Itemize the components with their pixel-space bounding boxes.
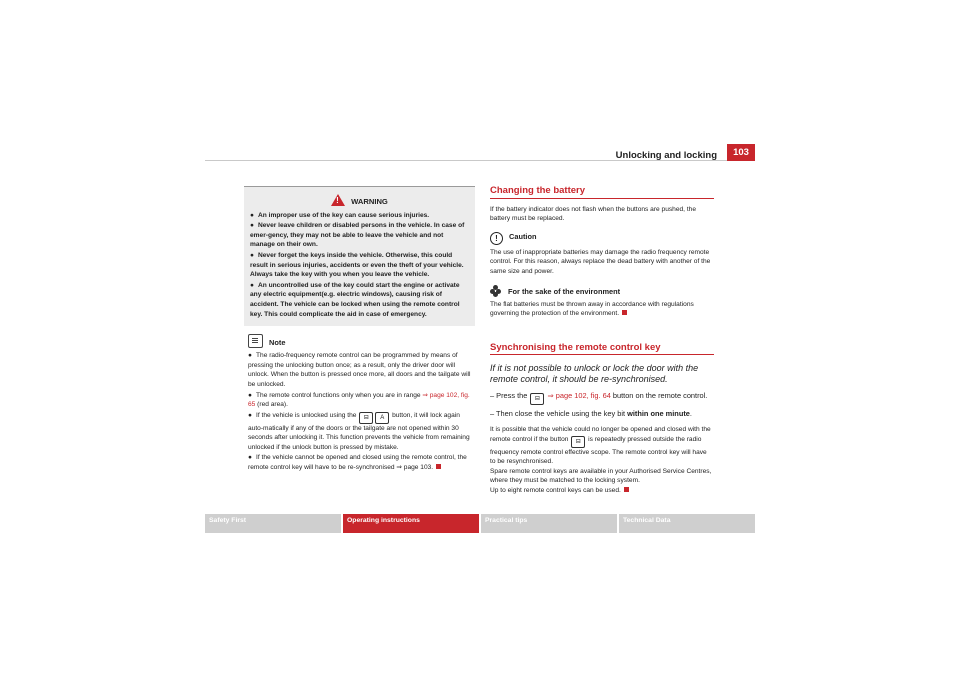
warning-box — [244, 186, 475, 326]
environment-heading — [490, 285, 714, 297]
footer-tab-technical-data[interactable]: Technical Data — [619, 514, 755, 533]
lock-button-icon — [359, 412, 373, 424]
left-column — [248, 186, 475, 474]
warning-item: ● Never leave children or disabled persons in the vehicle. In case of emer-gency, they may not be able to leave the vehicle and not manage on their own. — [250, 222, 465, 249]
warning-item-text: An improper use of the key can cause serious injuries. — [258, 211, 430, 219]
warning-item: ● An uncontrolled use of the key could start the engine or activate any electric equipment(e.g. electric windows), causing risk of accident. The vehicle can be locked when using the remote control key. This could complicate the aid in case of emergency. — [250, 281, 460, 318]
caution-heading — [490, 232, 714, 245]
step-text: . — [689, 409, 692, 419]
key-a-label: A — [375, 412, 389, 424]
footer-tab-safety-first[interactable]: Safety First — [205, 514, 341, 533]
note-item-text: (red area). — [255, 401, 288, 409]
sync-step-2 — [490, 409, 714, 419]
right-column — [490, 186, 714, 496]
note-item: ● The radio-frequency remote control can be programmed by means of pressing the unlocking button once; as a result, only the driver door will unlock. When the button is pressed once more, all doors and the tailgate will be unlocked. — [248, 352, 471, 388]
warning-item-text: An uncontrolled use of the key could start the engine or activate any electric equipment(e.g. electric windows), causing risk of accident. The vehicle can be locked when using the remote control key. This could complicate the aid in case of emergency. — [250, 281, 460, 318]
caution-text: The use of inappropriate batteries may damage the radio frequency remote control. For this reason, always replace the dead battery with another of the same size and power. — [490, 248, 711, 275]
warning-item-text: Never forget the keys inside the vehicle. Otherwise, this could result in serious injuries, accidents or even the theft of your vehicle. Always take the key with you when you leave the vehicle. — [250, 251, 464, 279]
note-item-text: button, it will lock again auto-matically if any of the doors or the tailgate are not opened within 30 seconds after unlocking it. This function prevents the vehicle from remaining unlocked if the unlock button is pressed by mistake. — [248, 411, 470, 451]
note-heading-text: Note — [269, 338, 286, 348]
note-icon — [248, 334, 263, 348]
environment-icon — [490, 285, 502, 297]
footer-tab-operating-instructions[interactable]: Operating instructions — [343, 514, 479, 533]
warning-heading — [250, 194, 469, 207]
note-item: ● The remote control functions only when you are in range ⇒ page 102, fig. 65 (red area). — [248, 391, 470, 409]
note-item: ● If the vehicle is unlocked using the ⊟ A button, it will lock again auto-matically if any of the doors or the tailgate are not opened within 30 seconds after unlocking it. This function prevents the vehicle from remaining unlocked if the unlock button is pressed by mistake. — [248, 411, 475, 453]
warning-item-text: Never leave children or disabled persons in the vehicle. In case of emer-gency, they may not be able to leave the vehicle and not manage on their own. — [250, 222, 465, 249]
section-title-sync: Synchronising the remote control key — [490, 343, 714, 356]
sync-intro: If it is not possible to unlock or lock the door with the remote control, it should be re-synchronised. — [490, 363, 699, 385]
step-text: – Then close the vehicle using the key bit — [490, 409, 628, 419]
environment-heading-text: For the sake of the environment — [508, 286, 621, 296]
end-mark-icon — [436, 464, 441, 469]
note-item-text: If the vehicle is unlocked using the — [256, 411, 359, 419]
caution-icon: ! — [490, 232, 503, 245]
warning-heading-text: WARNING — [351, 197, 388, 206]
note-heading — [248, 334, 475, 348]
step-emphasis: within one minute — [627, 409, 690, 419]
sync-step-1 — [490, 391, 714, 405]
end-mark-icon — [622, 310, 627, 315]
paragraph-text: It is possible that the vehicle could no longer be opened and closed with the remote control if the button — [490, 425, 711, 443]
caution-heading-text: Caution — [509, 231, 537, 241]
footer-tab-practical-tips[interactable]: Practical tips — [481, 514, 617, 533]
paragraph-text: is repeatedly pressed outside the radio frequency remote control effective scope. The remote control key will have to be resynchronised. — [490, 435, 707, 466]
sync-paragraph-3 — [490, 486, 714, 496]
warning-item: ● An improper use of the key can cause serious injuries. — [250, 211, 430, 219]
page-link[interactable]: ⇒ page 102, fig. 64 — [547, 391, 611, 401]
end-mark-icon — [624, 487, 629, 492]
warning-item: ● Never forget the keys inside the vehicle. Otherwise, this could result in serious injuries, accidents or even the theft of your vehicle. Always take the key with you when you leave the vehicle. — [250, 251, 464, 279]
step-text: button on the remote control. — [610, 391, 708, 401]
unlock-button-icon — [530, 393, 544, 405]
paragraph-text: Up to eight remote control keys can be used. — [490, 486, 621, 494]
warning-triangle-icon: ! — [331, 194, 345, 206]
note-item-text: The radio-frequency remote control can be programmed by means of pressing the unlocking button once; as a result, only the driver door will unlock. When the button is pressed once more, all doors and the tailgate will be unlocked. — [248, 352, 471, 388]
step-text: – Press the — [490, 391, 530, 401]
section-title-battery: Changing the battery — [490, 186, 714, 199]
note-item-text: If the vehicle cannot be opened and closed using the remote control, the remote control key will have to be re-synchronised ⇒ page 103. — [248, 454, 467, 472]
page-number: 103 — [727, 144, 755, 161]
sync-paragraph — [490, 425, 714, 467]
note-item-text: The remote control functions only when you are in range — [256, 391, 423, 399]
environment-text-body: The flat batteries must be thrown away in accordance with regulations governing the protection of the environment. — [490, 300, 694, 318]
battery-paragraph: If the battery indicator does not flash when the buttons are pushed, the battery must be replaced. — [490, 205, 697, 223]
page-link[interactable]: ⇒ page 102, fig. 65 — [248, 391, 470, 409]
note-item: ● If the vehicle cannot be opened and closed using the remote control, the remote control key will have to be re-synchronised ⇒ page 103. — [248, 454, 467, 472]
environment-text — [490, 300, 714, 319]
sync-paragraph-2: Spare remote control keys are available in your Authorised Service Centres, where they must be matched to the locking system. — [490, 467, 712, 485]
unlock-button-icon — [571, 436, 585, 448]
page-header-title: Unlocking and locking — [615, 150, 717, 161]
